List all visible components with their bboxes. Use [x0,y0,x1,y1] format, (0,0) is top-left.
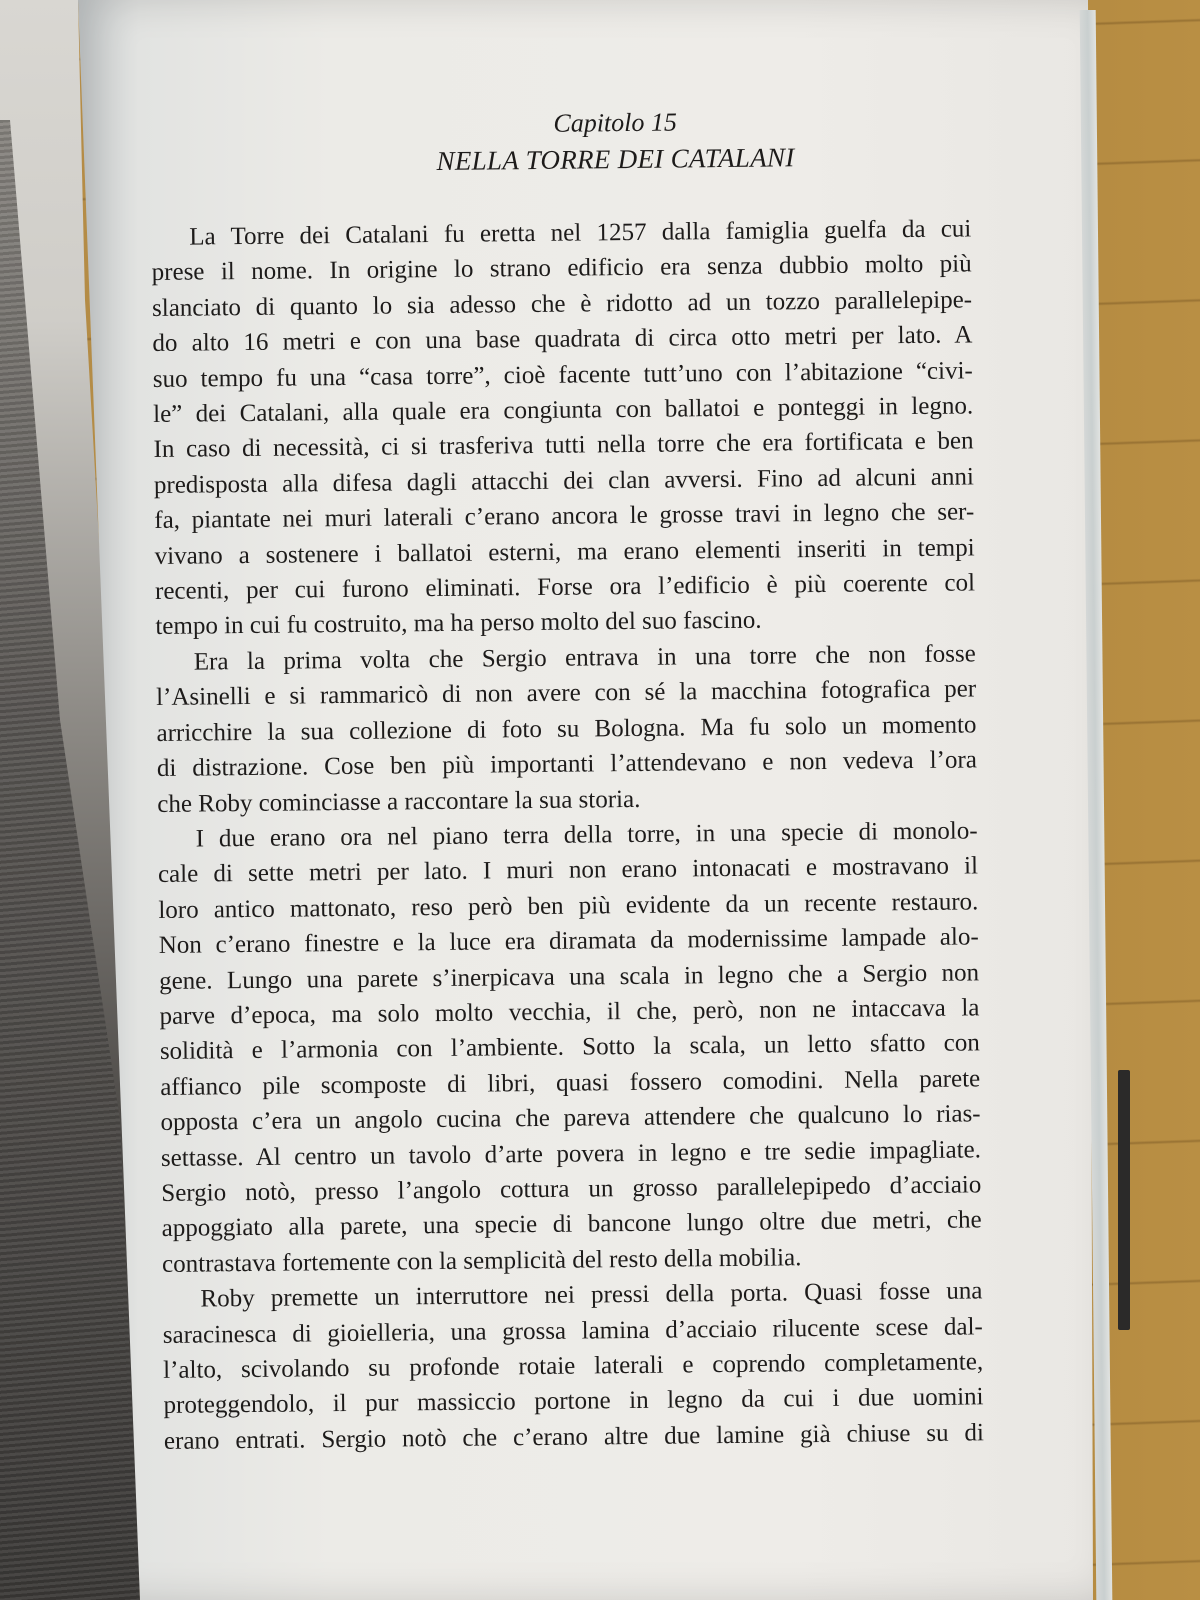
text-line: Era la prima volta che Sergio entrava in una torre che non fosse [193,640,976,676]
text-line: predisposta alla difesa dagli attacchi dei clan avversi. Fino ad alcuni anni [153,463,975,499]
text-line: gene. Lungo una parete s’inerpicava una scala in legno che a Sergio non [158,958,980,995]
text-line: recenti, per cui furono eliminati. Forse ora l’edificio è più coerente col [154,569,976,606]
text-line: l’alto, scivolando su profonde rotaie laterali e coprendo completamente, [163,1348,984,1384]
text-line: Sergio notò, presso l’angolo cottura un grosso parallelepipedo d’acciaio [161,1171,982,1207]
text-line: cale di sette metri per lato. I muri non erano intonacati e mostravano il [157,852,979,889]
text-line: slanciato di quanto lo sia adesso che è ridotto ad un tozzo parallelepipe- [151,286,973,322]
paragraph-3 [157,813,982,1282]
text-line: parve d’epoca, ma solo molto vecchia, il che, però, non ne intaccava la [159,994,980,1030]
text-line: erano entrati. Sergio notò che c’erano altre due lamine già chiuse su di [163,1419,985,1455]
text-line: appoggiato alla parete, una specie di bancone lungo oltre due metri, che [161,1206,982,1243]
paragraph-2 [156,636,978,822]
text-line: tempo in cui fu costruito, ma ha perso molto del suo fascino. [155,607,762,641]
text-line: contrastava fortemente con la semplicità del resto della mobilia. [161,1244,802,1278]
text-line: affianco pile scomposte di libri, quasi fossero comodini. Nella parete [160,1065,981,1101]
paragraph-4 [162,1274,984,1460]
text-line: proteggendolo, il pur massiccio portone in legno da cui i due uomini [163,1383,984,1420]
text-line: I due erano ora nel piano terra della torre, in una specie di monolo- [195,817,978,853]
text-line: prese il nome. In origine lo strano edificio era senza dubbio molto più [151,250,972,287]
chapter-number: Capitolo 15 [553,107,678,138]
text-line: le” dei Catalani, alla quale era congiunta con ballatoi e ponteggi in legno. [153,392,974,429]
text-line: arricchire la sua collezione di foto su Bologna. Ma fu solo un momento [156,711,977,747]
text-line: Roby premette un interruttore nei pressi della porta. Quasi fosse una [200,1277,983,1313]
text-line: loro antico mattonato, reso però ben più evidente da un recente restauro. [158,888,979,924]
text-line: che Roby cominciasse a raccontare la sua storia. [157,785,641,818]
text-line: In caso di necessità, ci si trasferiva tutti nella torre che era fortificata e ben [153,427,974,464]
text-line: di distrazione. Cose ben più importanti l’attendevano e non vedeva l’ora [156,746,977,783]
text-line: vivano a sostenere i ballatoi esterni, ma erano elementi inseriti in tempi [154,534,975,570]
text-line: solidità e l’armonia con l’ambiente. Sotto la scala, un letto sfatto con [159,1029,980,1066]
text-line: l’Asinelli e si rammaricò di non avere con sé la macchina fotografica per [156,675,977,712]
text-line: suo tempo fu una “casa torre”, cioè facente tutt’uno con l’abitazione “civi- [152,357,973,393]
chapter-title: NELLA TORRE DEI CATALANI [436,142,795,177]
text-line: fa, piantate nei muri laterali c’erano ancora le grosse travi in legno che ser- [154,498,975,535]
text-line: saracinesca di gioielleria, una grossa lamina d’acciaio rilucente scese dal- [162,1312,983,1349]
text-line: La Torre dei Catalani fu eretta nel 1257 dalla famiglia guelfa da cui [189,215,972,251]
text-line: settasse. Al centro un tavolo d’arte povera in legno e tre sedie impagliate. [160,1135,982,1172]
page-text-block [150,101,984,1459]
page-edge-dark-mark [1118,1070,1130,1330]
text-line: do alto 16 metri e con una base quadrata di circa otto metri per lato. A [152,321,973,358]
paragraph-1 [151,211,975,644]
text-line: opposta c’era un angolo cucina che pareva attendere che qualcuno lo rias- [160,1100,981,1137]
text-line: Non c’erano finestre e la luce era diramata da modernissime lampade alo- [158,923,979,960]
